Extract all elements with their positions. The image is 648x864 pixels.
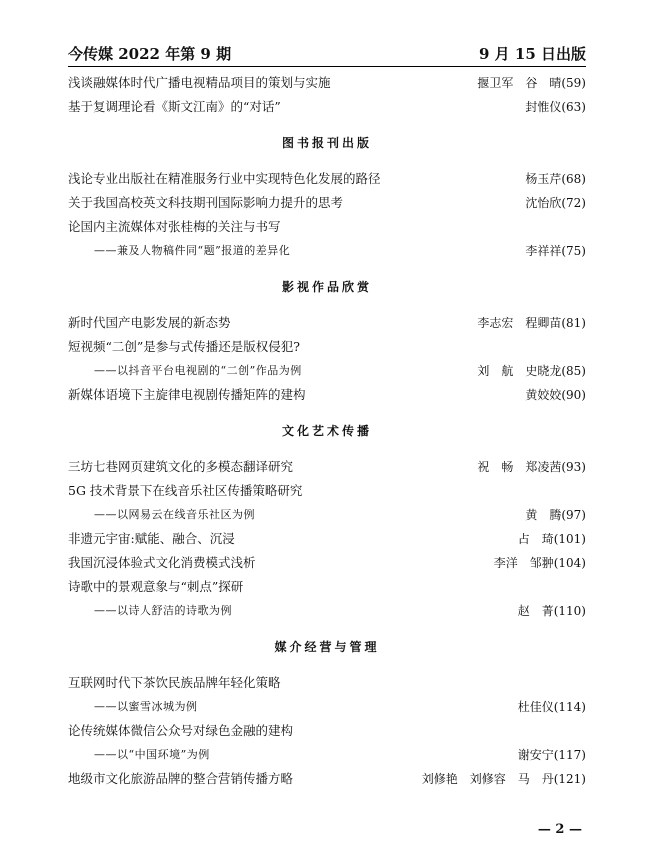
publish-date: 9 月 15 日出版 bbox=[479, 45, 586, 63]
toc-entry[interactable] bbox=[68, 190, 586, 214]
author-page: 杜佳仪(114) bbox=[517, 699, 586, 714]
author-page: 封惟仪(63) bbox=[525, 99, 586, 114]
article-title: 浅论专业出版社在精准服务行业中实现特色化发展的路径 bbox=[68, 171, 381, 186]
author-page: 杨玉芹(68) bbox=[525, 171, 586, 186]
toc-entry[interactable] bbox=[68, 526, 586, 550]
author-page: 沈怡欣(72) bbox=[525, 195, 586, 210]
article-subtitle: ——以抖音平台电视剧的“二创”作品为例 bbox=[94, 364, 302, 377]
author-page: 李志宏 程卿苗(81) bbox=[477, 315, 586, 330]
article-title: 地级市文化旅游品牌的整合营销传播方略 bbox=[68, 771, 294, 786]
article-title: 5G 技术背景下在线音乐社区传播策略研究 bbox=[68, 483, 303, 498]
toc-entry[interactable] bbox=[68, 454, 586, 478]
table-of-contents bbox=[68, 70, 586, 790]
toc-subtitle-row[interactable] bbox=[68, 598, 586, 622]
article-title: 我国沉浸体验式文化消费模式浅析 bbox=[68, 555, 256, 570]
section-heading: 影视作品欣赏 bbox=[281, 279, 372, 294]
author-page: 李祥祥(75) bbox=[525, 243, 586, 258]
toc-entry[interactable] bbox=[68, 214, 586, 238]
toc-subtitle-row[interactable] bbox=[68, 238, 586, 262]
article-title: 非遗元宇宙:赋能、融合、沉浸 bbox=[68, 531, 235, 546]
toc-subtitle-row[interactable] bbox=[68, 742, 586, 766]
toc-subtitle-row[interactable] bbox=[68, 502, 586, 526]
toc-entry[interactable] bbox=[68, 550, 586, 574]
author-page: 李洋 邹翀(104) bbox=[493, 555, 586, 570]
page-number: — 2 — bbox=[537, 822, 582, 837]
author-page: 赵 菁(110) bbox=[517, 603, 586, 618]
author-page: 刘 航 史晓龙(85) bbox=[477, 363, 586, 378]
section-heading: 文化艺术传播 bbox=[281, 423, 372, 438]
toc-entry[interactable] bbox=[68, 166, 586, 190]
article-title: 新时代国产电影发展的新态势 bbox=[68, 315, 231, 330]
author-page: 占 琦(101) bbox=[517, 531, 586, 546]
article-title: 诗歌中的景观意象与“刺点”探研 bbox=[68, 579, 244, 594]
toc-subtitle-row[interactable] bbox=[68, 694, 586, 718]
author-page: 黄 腾(97) bbox=[525, 507, 586, 522]
article-title: 论国内主流媒体对张桂梅的关注与书写 bbox=[68, 219, 281, 234]
article-subtitle: ——以诗人舒洁的诗歌为例 bbox=[94, 604, 232, 617]
section-heading: 图书报刊出版 bbox=[281, 135, 372, 150]
article-title: 短视频“二创”是参与式传播还是版权侵犯? bbox=[68, 339, 300, 354]
article-subtitle: ——以“中国环境”为例 bbox=[94, 748, 210, 761]
toc-entry[interactable] bbox=[68, 478, 586, 502]
toc-entry[interactable] bbox=[68, 766, 586, 790]
page-header bbox=[68, 38, 586, 67]
article-subtitle: ——以网易云在线音乐社区为例 bbox=[94, 508, 255, 521]
article-subtitle: ——以蜜雪冰城为例 bbox=[94, 700, 198, 713]
toc-entry[interactable] bbox=[68, 382, 586, 406]
toc-entry[interactable] bbox=[68, 334, 586, 358]
author-page: 揠卫军 谷 晴(59) bbox=[477, 75, 586, 90]
toc-entry[interactable] bbox=[68, 574, 586, 598]
article-title: 关于我国高校英文科技期刊国际影响力提升的思考 bbox=[68, 195, 344, 210]
toc-entry[interactable] bbox=[68, 670, 586, 694]
article-title: 浅谈融媒体时代广播电视精品项目的策划与实施 bbox=[68, 75, 331, 90]
article-title: 新媒体语境下主旋律电视剧传播矩阵的建构 bbox=[68, 387, 306, 402]
toc-entry[interactable] bbox=[68, 94, 586, 118]
article-title: 基于复调理论看《斯文江南》的“对话” bbox=[68, 99, 281, 114]
article-title: 论传统媒体微信公众号对绿色金融的建构 bbox=[68, 723, 294, 738]
journal-issue: 今传媒 2022 年第 9 期 bbox=[68, 45, 232, 63]
toc-subtitle-row[interactable] bbox=[68, 358, 586, 382]
author-page: 谢安宁(117) bbox=[517, 747, 586, 762]
toc-entry[interactable] bbox=[68, 718, 586, 742]
toc-entry[interactable] bbox=[68, 70, 586, 94]
article-title: 互联网时代下茶饮民族品牌年轻化策略 bbox=[68, 675, 281, 690]
article-subtitle: ——兼及人物稿件同“题”报道的差异化 bbox=[94, 244, 291, 257]
article-title: 三坊七巷网页建筑文化的多模态翻译研究 bbox=[68, 459, 294, 474]
toc-entry[interactable] bbox=[68, 310, 586, 334]
section-heading: 媒介经营与管理 bbox=[274, 639, 380, 654]
author-page: 刘修艳 刘修容 马 丹(121) bbox=[421, 771, 586, 786]
author-page: 黄姣姣(90) bbox=[525, 387, 586, 402]
author-page: 祝 畅 郑凌茜(93) bbox=[477, 459, 586, 474]
